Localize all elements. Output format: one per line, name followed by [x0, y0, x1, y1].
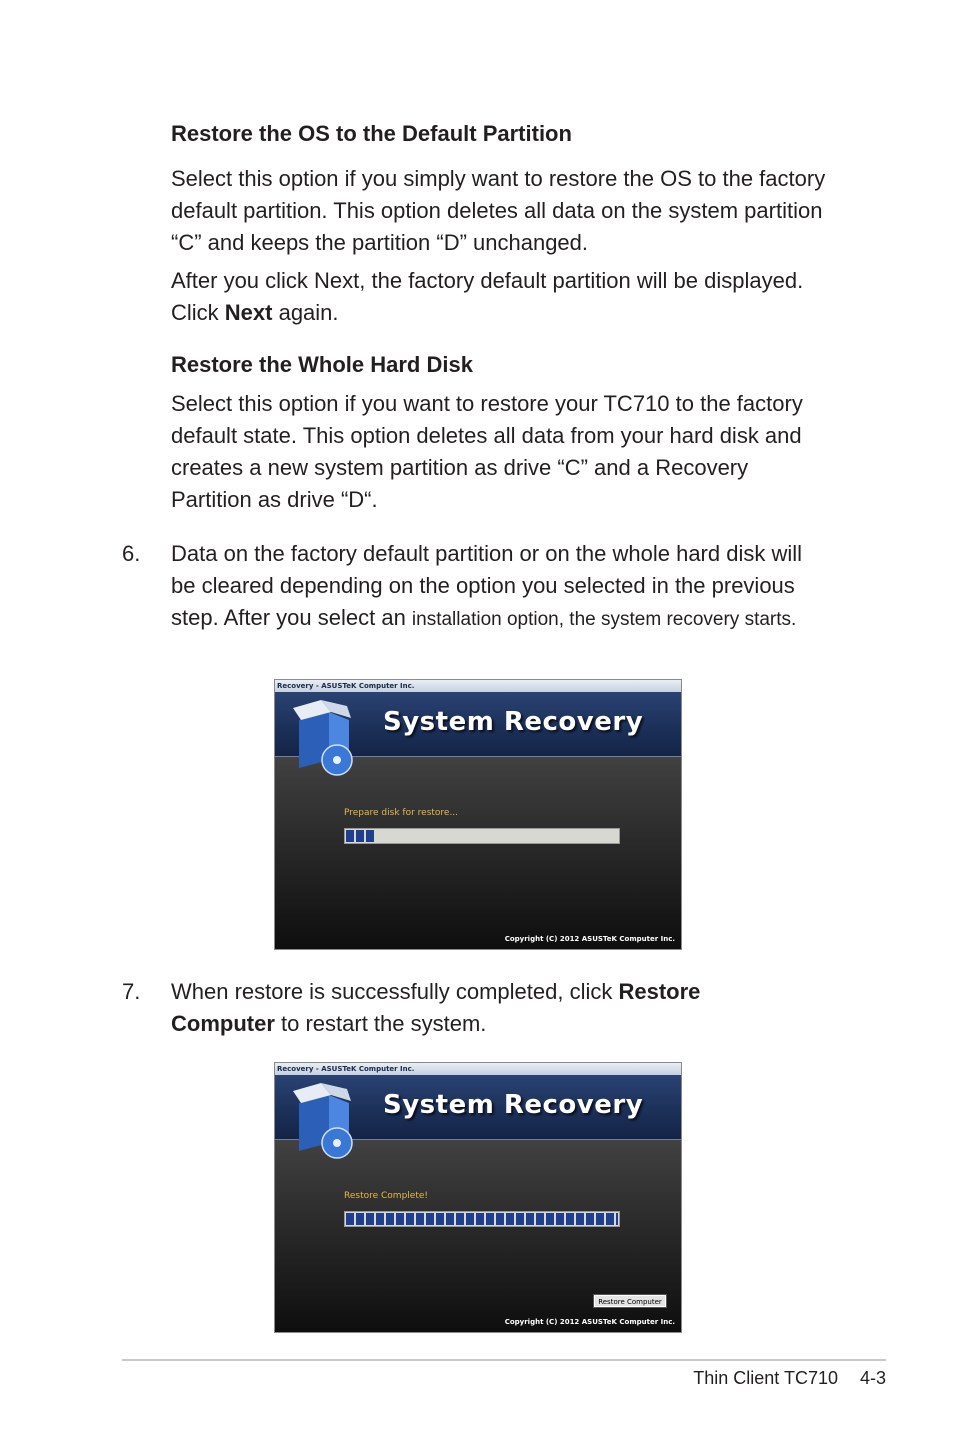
step-6-small-text: installation option, the system recovery starts. [411, 609, 797, 630]
step-6-main-text: Data on the factory default partition or on the whole hard disk will be cleared depending on the option you selected in the previous step. After you select an [171, 541, 803, 630]
window-title: Recovery - ASUSTeK Computer Inc. [275, 680, 681, 692]
footer-product: Thin Client TC710 [693, 1368, 838, 1388]
recovery-box-icon [291, 698, 361, 778]
step-number-6: 6. [122, 541, 141, 566]
banner-title: System Recovery [383, 707, 644, 737]
progress-fill [346, 830, 374, 842]
status-text: Restore Complete! [344, 1191, 428, 1201]
step-6-text [171, 538, 831, 636]
section-heading-whole-disk: Restore the Whole Hard Disk [171, 352, 473, 377]
restore-computer-keyword: Restore Computer [171, 979, 701, 1036]
restore-computer-button[interactable]: Restore Computer [593, 1294, 667, 1308]
progress-fill [346, 1213, 618, 1225]
instruction-text-end: again. [272, 300, 339, 325]
step-7-text-end: to restart the system. [274, 1011, 487, 1036]
recovery-box-icon [291, 1081, 361, 1161]
copyright-text: Copyright (C) 2012 ASUSTeK Computer Inc. [504, 935, 675, 943]
step-number-7: 7. [122, 979, 141, 1004]
copyright-text: Copyright (C) 2012 ASUSTeK Computer Inc. [504, 1318, 675, 1326]
status-text: Prepare disk for restore... [344, 808, 459, 818]
step-7-text [171, 976, 791, 1040]
recovery-window-progress [274, 679, 682, 950]
progress-bar [344, 1211, 620, 1227]
whole-disk-description: Select this option if you want to restore your TC710 to the factory default state. This option deletes all data from your hard disk and creates a new system partition as drive “C” and a Recovery Partition as drive “D“. [171, 391, 803, 512]
progress-bar [344, 828, 620, 844]
default-partition-description: Select this option if you simply want to restore the OS to the factory default partition. This option deletes all data on the system partition “C” and keeps the partition “D” unchanged. [171, 166, 826, 255]
footer-divider [122, 1359, 886, 1361]
page-number: 4-3 [859, 1368, 886, 1388]
next-keyword: Next [224, 300, 273, 325]
step-7-text-start: When restore is successfully completed, click [171, 979, 619, 1004]
instruction-text: After you click Next, the factory default partition will be displayed. Click [171, 268, 804, 325]
section-heading-default-partition: Restore the OS to the Default Partition [171, 121, 572, 146]
window-title: Recovery - ASUSTeK Computer Inc. [275, 1063, 681, 1075]
page-footer [693, 1367, 886, 1389]
default-partition-next-instruction [171, 265, 831, 329]
recovery-window-complete [274, 1062, 682, 1333]
banner-title: System Recovery [383, 1090, 644, 1120]
